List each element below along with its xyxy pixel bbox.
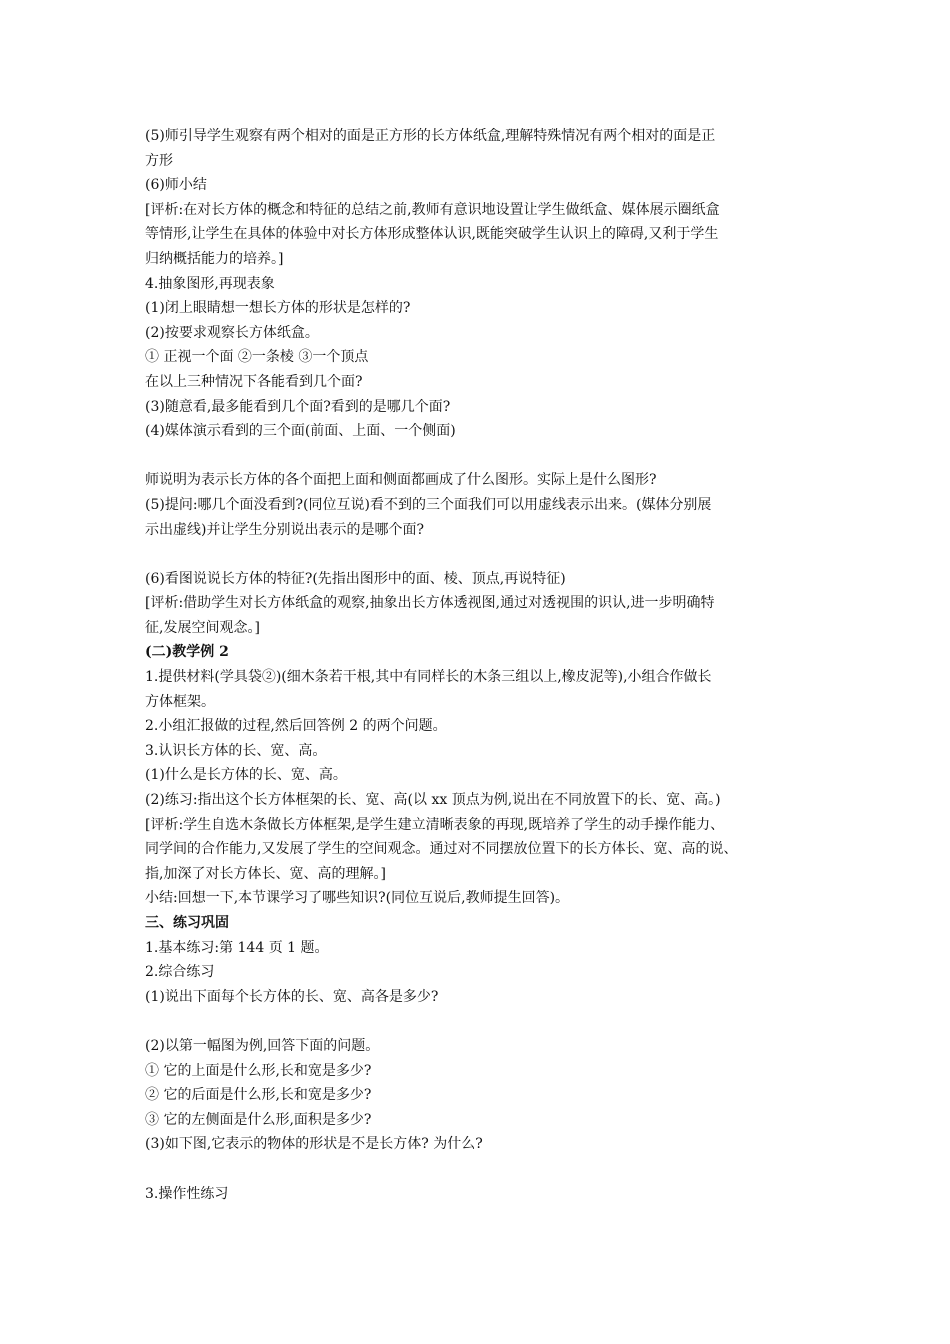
text-line-38: (2)以第一幅图为例,回答下面的问题。 [145, 1037, 380, 1054]
section-heading-example-2: (二)教学例 2 [145, 644, 229, 661]
text-line-9: (2)按要求观察长方体纸盒。 [145, 324, 319, 341]
text-line-26: 3.认识长方体的长、宽、高。 [145, 742, 327, 759]
text-line-20: [评析:借助学生对长方体纸盒的观察,抽象出长方体透视图,通过对透视围的识认,进一步明确特 [145, 595, 715, 612]
text-line-40: ② 它的后面是什么形,长和宽是多少? [145, 1087, 372, 1104]
text-line-5: 等情形,让学生在具体的体验中对长方体形成整体认识,既能突破学生认识上的障碍,又利于学生 [145, 226, 719, 243]
text-line-10: ① 正视一个面 ②一条棱 ③一个顶点 [145, 349, 369, 366]
text-line-16: (5)提问:哪几个面没看到?(同位互说)看不到的三个面我们可以用虚线表示出来。(媒体分别展 [145, 496, 712, 513]
text-line-6: 归纳概括能力的培养。] [145, 250, 284, 267]
blank-line [145, 542, 815, 567]
text-line-13: (4)媒体演示看到的三个面(前面、上面、一个侧面) [145, 423, 456, 440]
text-line-3: (6)师小结 [145, 177, 207, 194]
text-line-11: 在以上三种情况下各能看到几个面? [145, 373, 363, 390]
text-line-15: 师说明为表示长方体的各个面把上面和侧面都画成了什么图形。实际上是什么图形? [145, 472, 657, 489]
section-heading-practice: 三、练习巩固 [145, 915, 229, 931]
blank-line [145, 444, 815, 469]
text-line-17: 示出虚线)并让学生分别说出表示的是哪个面? [145, 521, 424, 538]
text-line-32: 小结:回想一下,本节课学习了哪些知识?(同位互说后,教师提生回答)。 [145, 890, 570, 907]
text-line-35: 2.综合练习 [145, 964, 215, 981]
blank-line [145, 1157, 815, 1182]
blank-line [145, 1009, 815, 1034]
text-line-34: 1.基本练习:第 144 页 1 题。 [145, 939, 329, 956]
text-line-4: [评析:在对长方体的概念和特征的总结之前,教师有意识地设置让学生做纸盒、媒体展示圈纸盒 [145, 201, 720, 218]
text-line-36: (1)说出下面每个长方体的长、宽、高各是多少? [145, 988, 439, 1005]
text-line-30: 同学间的合作能力,又发展了学生的空间观念。通过对不同摆放位置下的长方体长、宽、高的说、 [145, 841, 738, 858]
text-line-1: (5)师引导学生观察有两个相对的面是正方形的长方体纸盒,理解特殊情况有两个相对的面是正 [145, 128, 716, 144]
document-body [145, 124, 815, 1206]
text-line-19: (6)看图说说长方体的特征?(先指出图形中的面、棱、顶点,再说特征) [145, 570, 566, 587]
text-line-24: 方体框架。 [145, 693, 215, 710]
text-line-25: 2.小组汇报做的过程,然后回答例 2 的两个问题。 [145, 718, 447, 735]
text-line-28: (2)练习:指出这个长方体框架的长、宽、高(以 xx 顶点为例,说出在不同放置下的长、宽、高。) [145, 792, 721, 809]
text-line-41: ③ 它的左侧面是什么形,面积是多少? [145, 1111, 372, 1128]
text-line-2: 方形 [145, 152, 173, 169]
text-line-27: (1)什么是长方体的长、宽、高。 [145, 767, 347, 784]
text-line-21: 征,发展空间观念。] [145, 619, 260, 636]
text-line-39: ① 它的上面是什么形,长和宽是多少? [145, 1062, 372, 1079]
text-line-12: (3)随意看,最多能看到几个面?看到的是哪几个面? [145, 398, 451, 415]
text-line-42: (3)如下图,它表示的物体的形状是不是长方体? 为什么? [145, 1136, 483, 1153]
text-line-44: 3.操作性练习 [145, 1185, 229, 1202]
section-heading-4: 4.抽象图形,再现表象 [145, 275, 275, 292]
text-line-23: 1.提供材料(学具袋②)(细木条若干根,其中有同样长的木条三组以上,橡皮泥等),小组合作做长 [145, 669, 712, 686]
text-line-31: 指,加深了对长方体长、宽、高的理解。] [145, 865, 386, 882]
text-line-29: [评析:学生自选木条做长方体框架,是学生建立清晰表象的再现,既培养了学生的动手操作能力、 [145, 816, 725, 833]
text-line-8: (1)闭上眼睛想一想长方体的形状是怎样的? [145, 300, 411, 317]
